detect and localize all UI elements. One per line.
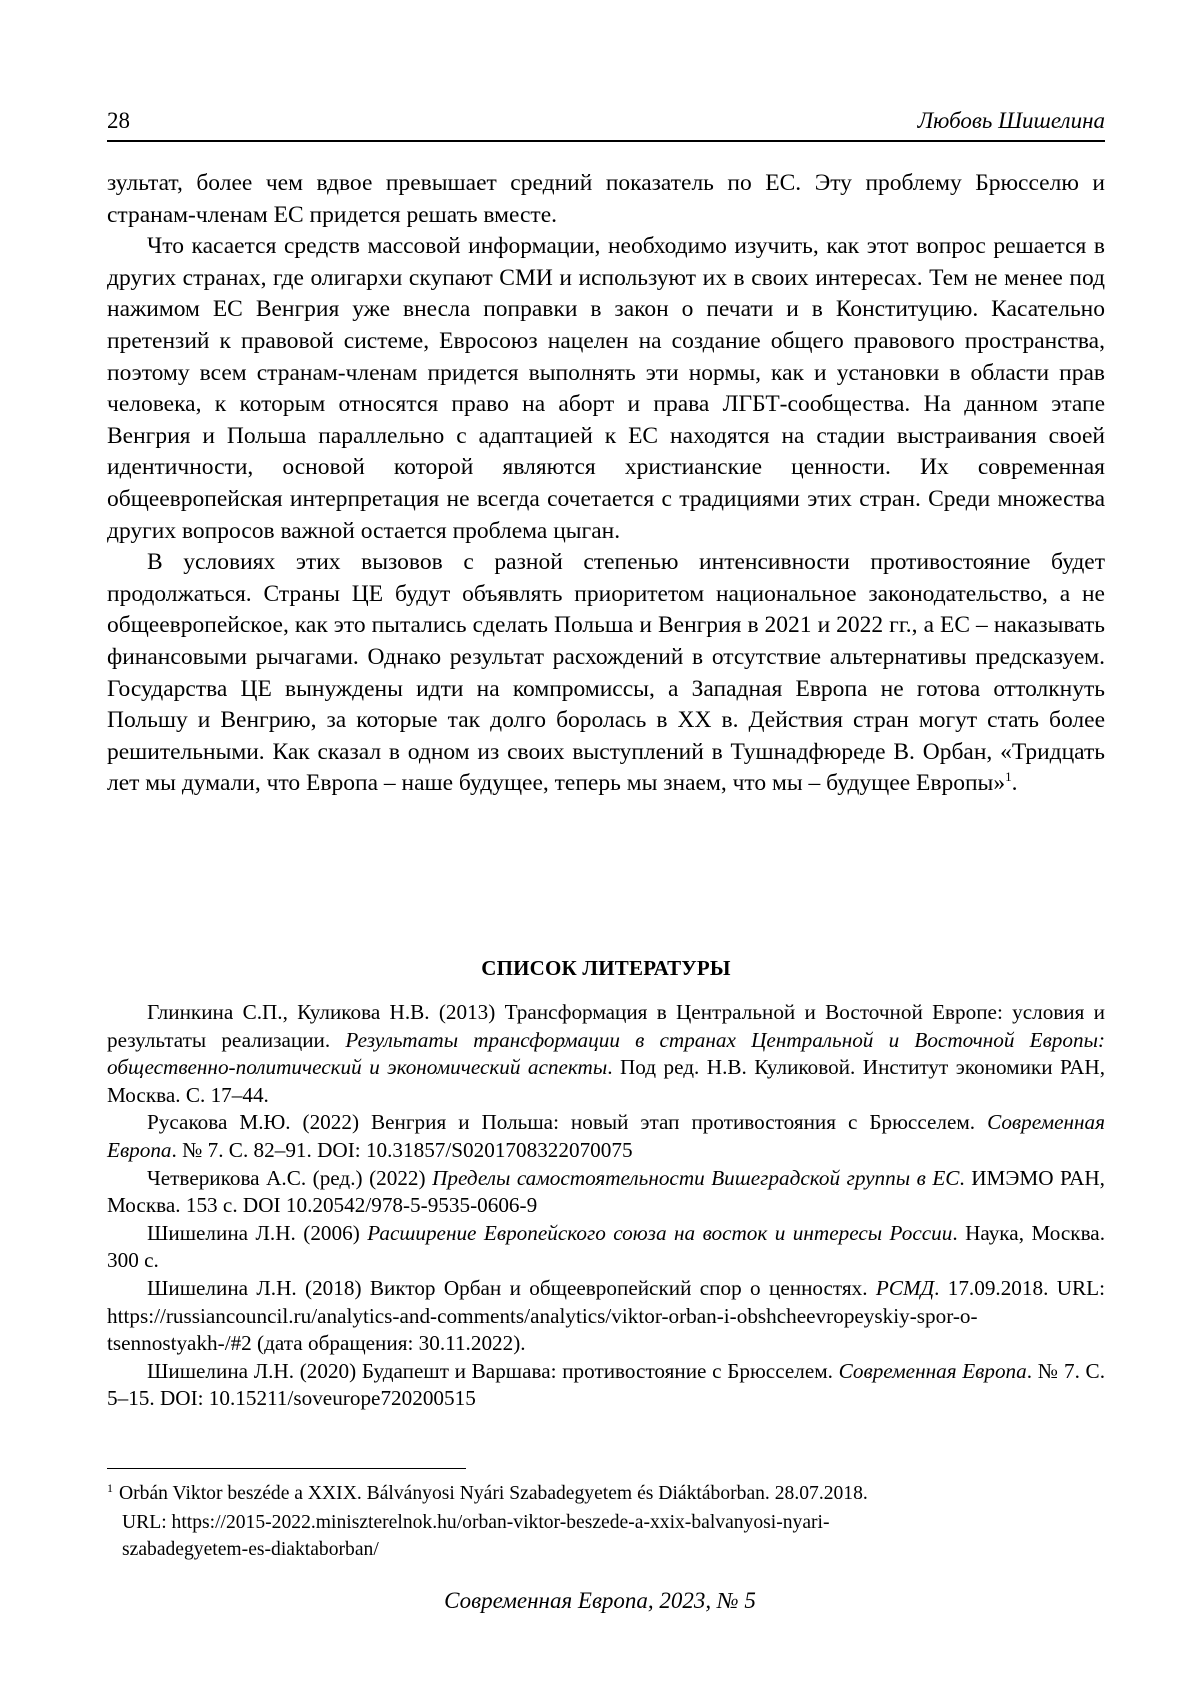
reference-title: Современная Европа	[838, 1358, 1027, 1383]
reference-details: . ИМЭМО РАН, Москва. 153 с. DOI 10.20542/978-5-9535-0606-9	[107, 1165, 1105, 1218]
footnote-line	[107, 1480, 1105, 1509]
reference-details: . 17.09.2018. URL: https://russiancouncil.ru/analytics-and-comments/analytics/viktor-orban-i-obshcheevropeyskiy-spor-o-tsennostyakh-/#2 (дата обращения: 30.11.2022).	[107, 1275, 1105, 1356]
reference-text: Шишелина Л.Н. (2020) Будапешт и Варшава: противостояние с Брюсселем.	[147, 1358, 839, 1383]
reference-item	[107, 1165, 1105, 1220]
reference-details: . Наука, Москва. 300 с.	[107, 1220, 1106, 1273]
reference-text: Глинкина С.П., Куликова Н.В. (2013) Трансформация в Центральной и Восточной Европе: условия и результаты реализации.	[107, 1000, 1105, 1052]
reference-item	[107, 1220, 1105, 1275]
reference-details: . № 7. С. 82–91. DOI: 10.31857/S0201708322070075	[171, 1137, 633, 1162]
footnote	[107, 1480, 1105, 1563]
reference-text: Шишелина Л.Н. (2018) Виктор Орбан и общеевропейский спор о ценностях.	[147, 1275, 876, 1300]
reference-text: Шишелина Л.Н. (2006)	[147, 1220, 368, 1245]
paragraph-continuation: зультат, более чем вдвое превышает средний показатель по ЕС. Эту проблему Брюсселю и странам-членам ЕС придется решать вместе.	[107, 170, 1105, 228]
references-list	[107, 999, 1105, 1413]
journal-footer: Современная Европа, 2023, № 5	[444, 1588, 756, 1613]
reference-item	[107, 999, 1105, 1109]
references-heading: СПИСОК ЛИТЕРАТУРЫ	[481, 956, 731, 980]
reference-title: РСМД	[875, 1275, 935, 1300]
body-text	[107, 168, 1105, 800]
footnote-url-line[interactable]: URL: https://2015-2022.miniszterelnok.hu/orban-viktor-beszede-a-xxix-balvanyosi-nyari-	[122, 1512, 830, 1533]
paragraph-challenges	[107, 547, 1105, 800]
footnote-reference[interactable]: 1	[1005, 769, 1012, 785]
footnote-divider	[107, 1468, 466, 1469]
reference-item	[107, 1275, 1105, 1358]
reference-item	[107, 1358, 1105, 1413]
paragraph-challenges-text: В условиях этих вызовов с разной степенью интенсивности противостояние будет продолжаться. Страны ЦЕ будут объявлять приоритетом национальное законодательство, а не общеевропейское, как это пытались сделать Польша и Венгрия в 2021 и 2022 гг., а ЕС – наказывать финансовыми рычагами. Однако результат расхождений в отсутствие альтернативы предсказуем. Государства ЦЕ вынуждены идти на компромиссы, а Западная Европа не готова оттолкнуть Польшу и Венгрию, за которые так долго боролась в XX в. Действия стран могут стать более решительными. Как сказал в одном из своих выступлений в Тушнадфюреде В. Орбан, «Тридцать лет мы думали, что Европа – наше будущее, теперь мы знаем, что мы – будущее Европы»	[107, 549, 1105, 797]
footnote-mark: 1	[107, 1481, 113, 1495]
reference-item	[107, 1109, 1105, 1164]
reference-text: Русакова М.Ю. (2022) Венгрия и Польша: новый этап противостояния с Брюсселем.	[147, 1110, 988, 1135]
reference-details: . № 7. С. 5–15. DOI: 10.15211/soveurope720200515	[107, 1358, 1105, 1411]
reference-title: Пределы самостоятельности Вишеградской группы в ЕС	[432, 1165, 960, 1190]
footnote-url-line[interactable]: szabadegyetem-es-diaktaborban/	[122, 1539, 379, 1560]
running-head	[107, 106, 1105, 142]
reference-details: . Под ред. Н.В. Куликовой. Институт экономики РАН, Москва. С. 17–44.	[107, 1055, 1105, 1107]
paragraph-end-punctuation: .	[1011, 770, 1018, 797]
running-head-author: Любовь Шишелина	[917, 108, 1105, 133]
reference-text: Четверикова А.С. (ред.) (2022)	[147, 1165, 433, 1190]
reference-title: Расширение Европейского союза на восток и интересы России	[367, 1220, 953, 1245]
reference-title: Современная Европа	[107, 1110, 1105, 1162]
reference-title: Результаты трансформации в странах Центральной и Восточной Европы: общественно-политический и экономический аспекты	[107, 1027, 1105, 1080]
page-number: 28	[107, 108, 130, 133]
footnote-text: Orbán Viktor beszéde a XXIX. Bálványosi Nyári Szabadegyetem és Diáktáborban. 28.07.2018.	[119, 1483, 868, 1504]
paragraph-media: Что касается средств массовой информации, необходимо изучить, как этот вопрос решается в других странах, где олигархи скупают СМИ и используют их в своих интересах. Тем не менее под нажимом ЕС Венгрия уже внесла поправки в закон о печати и в Конституцию. Касательно претензий к правовой системе, Евросоюз нацелен на создание общего правового пространства, поэтому всем странам-членам придется выполнять эти нормы, как и установки в области прав человека, к которым относятся право на аборт и права ЛГБТ-сообщества. На данном этапе Венгрия и Польша параллельно с адаптацией к ЕС находятся на стадии выстраивания своей идентичности, основой которой являются христианские ценности. Их современная общеевропейская интерпретация не всегда сочетается с традициями этих стран. Среди множества других вопросов важной остается проблема цыган.	[107, 233, 1105, 544]
